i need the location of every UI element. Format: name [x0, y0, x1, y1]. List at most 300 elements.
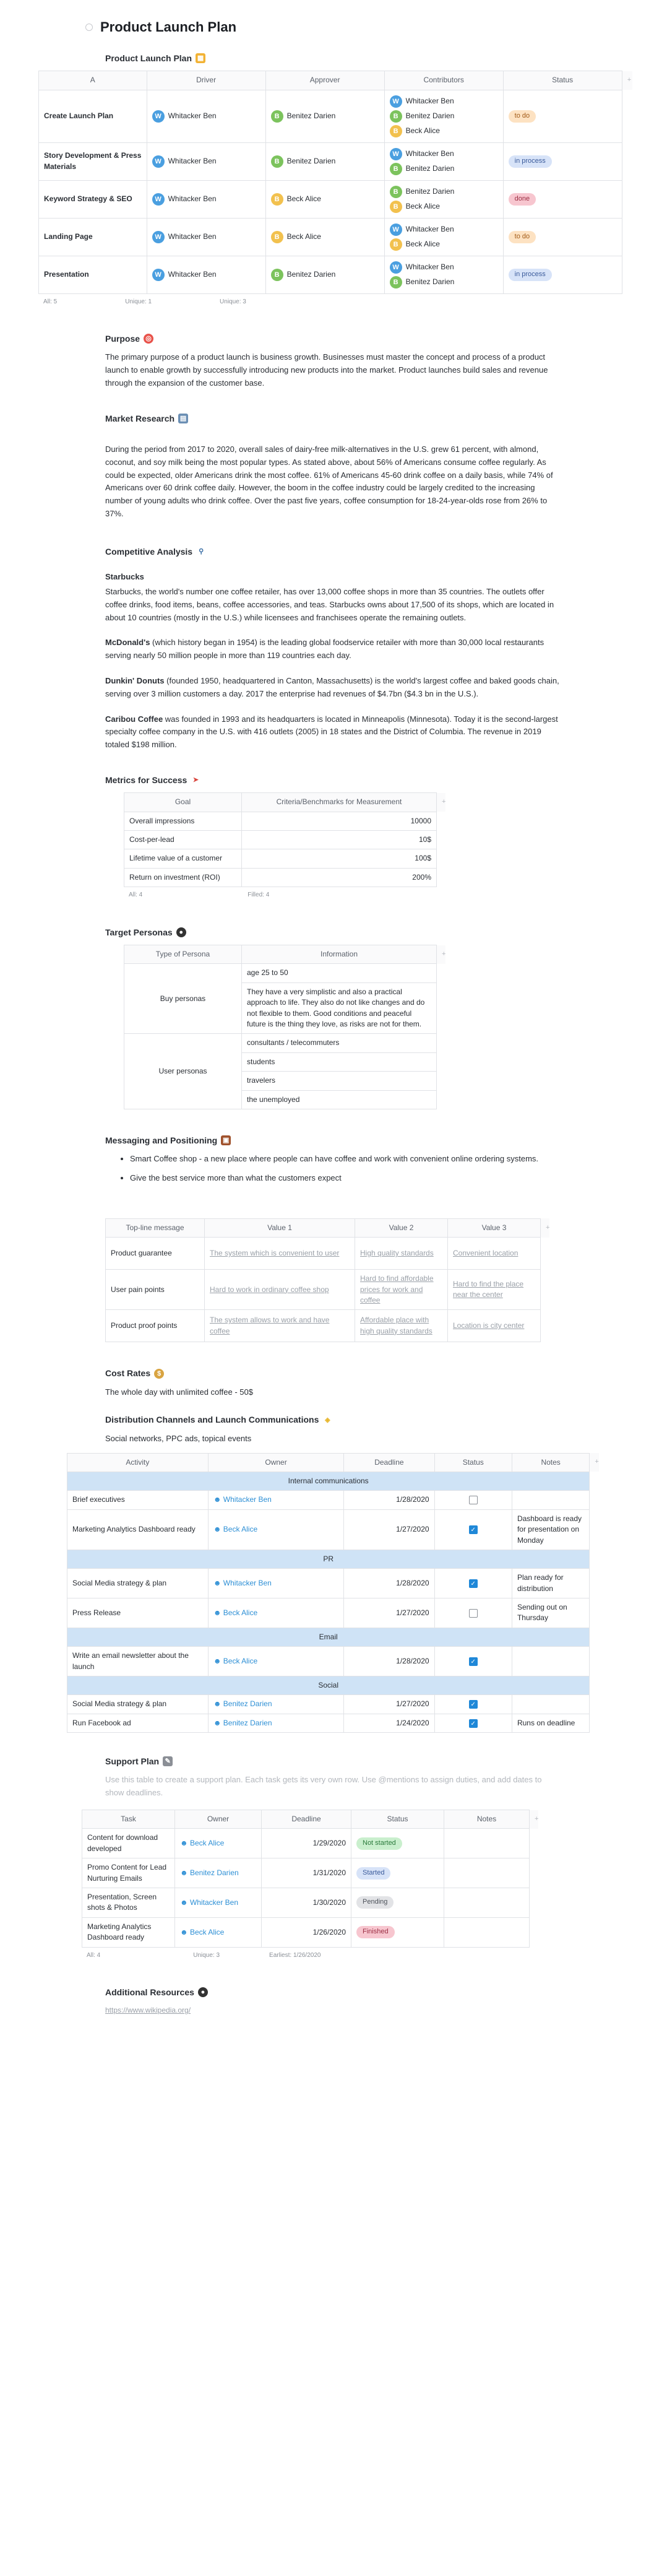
- competitive-title: [105, 545, 562, 558]
- footer-earliest[interactable]: Earliest: 1/26/2020: [269, 1951, 321, 1959]
- notes-cell[interactable]: Sending out on Thursday: [512, 1598, 589, 1628]
- col-header-task[interactable]: Task: [82, 1810, 175, 1829]
- persona-info-cell[interactable]: They have a very simplistic and also a practical approach to life. They also do not like changes and do not flexible to them. Good conditions and peaceful future is the thing they love, as risks are not for them.: [242, 982, 437, 1034]
- status-cell[interactable]: [503, 218, 622, 256]
- status-badge: done: [509, 193, 536, 206]
- approver-cell[interactable]: [265, 142, 384, 180]
- spacer-cell: [590, 1550, 599, 1568]
- message-value-cell[interactable]: [355, 1310, 448, 1342]
- col-header-deadline[interactable]: Deadline: [344, 1453, 434, 1472]
- status-cell[interactable]: [351, 1917, 444, 1947]
- table-row: [82, 1829, 538, 1858]
- avatar: B: [390, 163, 402, 175]
- task-cell[interactable]: Marketing Analytics Dashboard ready: [82, 1917, 175, 1947]
- col-header-a[interactable]: A: [39, 71, 147, 90]
- metric-goal-cell[interactable]: Overall impressions: [124, 812, 242, 830]
- notes-cell[interactable]: [512, 1695, 589, 1714]
- table-row: [106, 1310, 549, 1342]
- distribution-text: Social networks, PPC ads, topical events: [105, 1433, 252, 1443]
- approver-cell[interactable]: [265, 256, 384, 293]
- add-column-icon[interactable]: +: [437, 793, 445, 812]
- person-chip[interactable]: [390, 162, 498, 176]
- personas-section: [105, 926, 562, 1109]
- status-badge: Started: [356, 1867, 390, 1880]
- task-name-cell[interactable]: Landing Page: [39, 218, 147, 256]
- col-header-status[interactable]: Status: [351, 1810, 444, 1829]
- person-chip[interactable]: [390, 147, 498, 162]
- lightbulb-icon: ◈: [325, 1416, 330, 1424]
- metric-value-cell[interactable]: 100$: [242, 849, 437, 868]
- table-row: [106, 1238, 549, 1270]
- person-chip[interactable]: [152, 192, 260, 207]
- mcdonalds-paragraph: [105, 636, 562, 662]
- footer-count[interactable]: All: 4: [129, 891, 143, 899]
- persona-info-cell[interactable]: the unemployed: [242, 1090, 437, 1109]
- spacer-cell: [437, 1090, 445, 1109]
- notes-cell[interactable]: [444, 1829, 530, 1858]
- status-cell[interactable]: [434, 1491, 512, 1509]
- person-chip[interactable]: [271, 154, 379, 169]
- status-checkbox[interactable]: [469, 1609, 478, 1618]
- contributors-cell[interactable]: [384, 218, 503, 256]
- status-cell[interactable]: [503, 180, 622, 218]
- contributors-cell[interactable]: [384, 180, 503, 218]
- message-value-text: Hard to find affordable prices for work and coffee: [360, 1274, 434, 1304]
- contributors-cell[interactable]: [384, 256, 503, 293]
- money-bag-icon: $: [154, 1369, 164, 1379]
- metrics-title-text: Metrics for Success: [105, 774, 187, 785]
- activity-cell[interactable]: Social Media strategy & plan: [67, 1695, 209, 1714]
- spacer-cell: [590, 1628, 599, 1646]
- avatar: B: [271, 269, 283, 281]
- pushpin-icon: ➤: [192, 776, 199, 784]
- status-cell[interactable]: [434, 1714, 512, 1732]
- avatar: W: [390, 95, 402, 108]
- support-title: [105, 1755, 562, 1767]
- notes-cell[interactable]: [444, 1888, 530, 1918]
- status-checkbox[interactable]: [469, 1496, 478, 1504]
- person-chip[interactable]: [152, 154, 260, 169]
- target-icon: ◎: [144, 334, 153, 344]
- owner-cell[interactable]: [208, 1598, 343, 1628]
- person-chip[interactable]: [271, 230, 379, 245]
- table-row: [39, 218, 632, 256]
- metric-value-cell[interactable]: 10$: [242, 831, 437, 849]
- person-chip[interactable]: [390, 222, 498, 237]
- distribution-title: [105, 1413, 562, 1426]
- message-value-cell[interactable]: [205, 1270, 355, 1310]
- footer-unique-owner[interactable]: Unique: 3: [193, 1951, 220, 1959]
- message-label-cell[interactable]: Product proof points: [106, 1310, 205, 1342]
- owner-name: Beck Alice: [189, 1927, 225, 1936]
- status-cell[interactable]: [434, 1509, 512, 1550]
- person-name: Benitez Darien: [405, 186, 455, 196]
- footer-count[interactable]: All: 5: [43, 298, 58, 305]
- person-name: Whitacker Ben: [405, 224, 454, 233]
- person-icon: ☻: [213, 1495, 223, 1504]
- owner-name: Beck Alice: [223, 1656, 258, 1665]
- avatar: B: [390, 276, 402, 288]
- col-header-contributors[interactable]: Contributors: [384, 71, 503, 90]
- group-label: PR: [67, 1550, 590, 1568]
- resource-link[interactable]: https://www.wikipedia.org/: [105, 2006, 191, 2015]
- footer-unique-driver[interactable]: Unique: 1: [125, 298, 152, 305]
- distribution-section: [105, 1413, 562, 1445]
- status-badge: to do: [509, 110, 536, 123]
- task-cell[interactable]: Promo Content for Lead Nurturing Emails: [82, 1858, 175, 1888]
- resources-title-text: Additional Resources: [105, 1987, 194, 1998]
- deadline-cell[interactable]: 1/28/2020: [344, 1569, 434, 1598]
- table-row: [67, 1647, 599, 1676]
- spacer-cell: [590, 1647, 599, 1676]
- person-chip[interactable]: [390, 260, 498, 275]
- person-chip[interactable]: [271, 192, 379, 207]
- starbucks-title: Starbucks: [105, 572, 144, 582]
- table-row: [82, 1888, 538, 1918]
- deadline-cell[interactable]: 1/28/2020: [344, 1491, 434, 1509]
- notes-cell[interactable]: Plan ready for distribution: [512, 1569, 589, 1598]
- spacer-cell: [622, 142, 632, 180]
- avatar: W: [152, 155, 165, 168]
- status-cell[interactable]: [434, 1569, 512, 1598]
- distribution-title-text: Distribution Channels and Launch Communications: [105, 1415, 319, 1425]
- messaging-bullets: [130, 1153, 562, 1185]
- add-column-icon[interactable]: +: [437, 945, 445, 964]
- owner-cell[interactable]: [208, 1647, 343, 1676]
- person-icon: ☻: [180, 1897, 190, 1907]
- add-column-icon[interactable]: +: [622, 71, 632, 90]
- person-icon: ☻: [180, 1868, 190, 1877]
- status-checkbox[interactable]: ✓: [469, 1657, 478, 1666]
- group-label: Social: [67, 1676, 590, 1695]
- col-header-criteria[interactable]: Criteria/Benchmarks for Measurement: [242, 793, 437, 812]
- messaging-title: [105, 1134, 562, 1147]
- document-header: [0, 17, 667, 37]
- owner-cell[interactable]: [208, 1569, 343, 1598]
- persona-info-cell[interactable]: students: [242, 1052, 437, 1071]
- document-title: Product Launch Plan: [100, 19, 237, 35]
- status-cell[interactable]: [351, 1858, 444, 1888]
- owner-cell[interactable]: [208, 1509, 343, 1550]
- activity-cell[interactable]: Brief executives: [67, 1491, 209, 1509]
- messaging-section: [105, 1134, 562, 1342]
- footer-unique-approver[interactable]: Unique: 3: [220, 298, 246, 305]
- table-row: [124, 868, 445, 887]
- activity-cell[interactable]: Marketing Analytics Dashboard ready: [67, 1509, 209, 1550]
- person-chip[interactable]: [390, 109, 498, 124]
- task-name-cell[interactable]: Create Launch Plan: [39, 90, 147, 142]
- activity-cell[interactable]: Write an email newsletter about the launch: [67, 1647, 209, 1676]
- spacer-cell: [590, 1472, 599, 1490]
- owner-cell[interactable]: [175, 1888, 262, 1918]
- person-name: Whitacker Ben: [168, 111, 217, 120]
- message-value-cell[interactable]: [448, 1238, 541, 1270]
- persona-info-cell[interactable]: travelers: [242, 1072, 437, 1090]
- owner-name: Whitacker Ben: [189, 1897, 238, 1907]
- memo-icon: ✎: [163, 1756, 173, 1766]
- persona-type-buy[interactable]: Buy personas: [124, 964, 242, 1034]
- col-header-message[interactable]: Top-line message: [106, 1218, 205, 1237]
- market-title-text: Market Research: [105, 413, 175, 423]
- col-header-type[interactable]: Type of Persona: [124, 945, 242, 964]
- status-checkbox[interactable]: ✓: [469, 1700, 478, 1709]
- add-column-icon[interactable]: +: [541, 1218, 549, 1237]
- notes-cell[interactable]: Runs on deadline: [512, 1714, 589, 1732]
- market-title: [105, 412, 562, 425]
- activity-cell[interactable]: Social Media strategy & plan: [67, 1569, 209, 1598]
- spacer-cell: [530, 1917, 538, 1947]
- status-cell[interactable]: [434, 1598, 512, 1628]
- group-row[interactable]: [67, 1550, 599, 1568]
- driver-cell[interactable]: [147, 256, 265, 293]
- message-label-cell[interactable]: Product guarantee: [106, 1238, 205, 1270]
- plan-table: [38, 71, 632, 293]
- spacer-cell: [541, 1238, 549, 1270]
- spacer-cell: [437, 1052, 445, 1071]
- support-table: [82, 1810, 538, 1948]
- support-body: [82, 1829, 538, 1947]
- person-name: Benitez Darien: [405, 163, 455, 173]
- add-column-icon[interactable]: +: [530, 1810, 538, 1829]
- contributors-cell[interactable]: [384, 142, 503, 180]
- metrics-table-wrap: [124, 792, 445, 903]
- person-chip[interactable]: [390, 124, 498, 139]
- col-header-info[interactable]: Information: [242, 945, 437, 964]
- task-cell[interactable]: Content for download developed: [82, 1829, 175, 1858]
- avatar: B: [271, 193, 283, 206]
- col-header-status[interactable]: Status: [503, 71, 622, 90]
- page-icon[interactable]: [85, 24, 93, 31]
- approver-cell[interactable]: [265, 218, 384, 256]
- deadline-cell[interactable]: 1/27/2020: [344, 1509, 434, 1550]
- person-chip[interactable]: [152, 109, 260, 124]
- support-placeholder[interactable]: Use this table to create a support plan. Each task gets its very own row. Use @mentions to assign duties, and add dates to show deadlines.: [105, 1775, 542, 1798]
- message-value-text: Location is city center: [453, 1321, 525, 1330]
- status-badge: in process: [509, 269, 552, 281]
- owner-cell[interactable]: [175, 1917, 262, 1947]
- persona-type-user[interactable]: User personas: [124, 1034, 242, 1109]
- task-name-cell[interactable]: Story Development & Press Materials: [39, 142, 147, 180]
- status-cell[interactable]: [434, 1695, 512, 1714]
- approver-cell[interactable]: [265, 90, 384, 142]
- status-checkbox[interactable]: ✓: [469, 1719, 478, 1728]
- metric-goal-cell[interactable]: Lifetime value of a customer: [124, 849, 242, 868]
- person-icon: ☻: [180, 1839, 190, 1848]
- distribution-body: [67, 1472, 599, 1732]
- deadline-cell[interactable]: 1/28/2020: [344, 1647, 434, 1676]
- message-value-cell[interactable]: [355, 1270, 448, 1310]
- col-header-value-3[interactable]: Value 3: [448, 1218, 541, 1237]
- persona-info-cell[interactable]: age 25 to 50: [242, 964, 437, 982]
- person-chip[interactable]: [390, 237, 498, 252]
- person-icon: ☻: [180, 1927, 190, 1936]
- support-section: [87, 1755, 562, 1964]
- spacer-cell: [437, 1034, 445, 1052]
- notes-cell[interactable]: [444, 1858, 530, 1888]
- spacer-cell: [437, 831, 445, 849]
- col-header-notes[interactable]: Notes: [444, 1810, 530, 1829]
- persona-info-cell[interactable]: consultants / telecommuters: [242, 1034, 437, 1052]
- person-chip[interactable]: [390, 184, 498, 199]
- status-cell[interactable]: [434, 1647, 512, 1676]
- message-value-cell[interactable]: [205, 1238, 355, 1270]
- table-row: [67, 1569, 599, 1598]
- driver-cell[interactable]: [147, 218, 265, 256]
- message-value-cell[interactable]: [355, 1238, 448, 1270]
- person-chip[interactable]: [152, 267, 260, 282]
- metrics-header: [124, 793, 445, 812]
- owner-cell[interactable]: [175, 1858, 262, 1888]
- task-cell[interactable]: Presentation, Screen shots & Photos: [82, 1888, 175, 1918]
- person-chip[interactable]: [271, 267, 379, 282]
- activity-cell[interactable]: Press Release: [67, 1598, 209, 1628]
- col-header-goal[interactable]: Goal: [124, 793, 242, 812]
- status-cell[interactable]: [503, 142, 622, 180]
- message-value-cell[interactable]: [448, 1310, 541, 1342]
- messaging-header: [106, 1218, 549, 1237]
- spacer-cell: [437, 812, 445, 830]
- purpose-title: [105, 332, 562, 345]
- person-chip[interactable]: [390, 275, 498, 290]
- driver-cell[interactable]: [147, 180, 265, 218]
- distribution-table-wrap: [67, 1453, 599, 1733]
- status-badge: Pending: [356, 1896, 394, 1909]
- mcdonalds-text: (which history began in 1954) is the leading global foodservice retailer with more than 30,000 local restaurants serving nearly 50 million people in more than 119 countries each day.: [105, 638, 544, 661]
- notes-cell[interactable]: Dashboard is ready for presentation on Monday: [512, 1509, 589, 1550]
- footer-count[interactable]: All: 4: [87, 1951, 101, 1959]
- owner-name: Beck Alice: [223, 1608, 258, 1617]
- status-cell[interactable]: [351, 1829, 444, 1858]
- bar-chart-icon: ▤: [178, 414, 188, 423]
- spacer-cell: [541, 1270, 549, 1310]
- metrics-body: [124, 812, 445, 887]
- spacer-cell: [590, 1491, 599, 1509]
- message-value-cell[interactable]: [448, 1270, 541, 1310]
- metric-goal-cell[interactable]: Cost-per-lead: [124, 831, 242, 849]
- status-cell[interactable]: [351, 1888, 444, 1918]
- group-row[interactable]: [67, 1472, 599, 1490]
- metric-goal-cell[interactable]: Return on investment (ROI): [124, 868, 242, 887]
- message-label-cell[interactable]: User pain points: [106, 1270, 205, 1310]
- person-icon: ☻: [213, 1525, 223, 1534]
- plan-table-footer: [38, 294, 632, 311]
- group-row[interactable]: [67, 1628, 599, 1646]
- approver-cell[interactable]: [265, 180, 384, 218]
- metrics-title: [105, 774, 562, 786]
- person-chip[interactable]: [271, 109, 379, 124]
- deadline-cell[interactable]: 1/31/2020: [262, 1858, 351, 1888]
- col-header-status[interactable]: Status: [434, 1453, 512, 1472]
- avatar: B: [271, 231, 283, 243]
- table-row: [124, 1034, 445, 1052]
- deadline-cell[interactable]: 1/26/2020: [262, 1917, 351, 1947]
- col-header-driver[interactable]: Driver: [147, 71, 265, 90]
- contributors-cell[interactable]: [384, 90, 503, 142]
- task-name-cell[interactable]: Presentation: [39, 256, 147, 293]
- spacer-cell: [530, 1888, 538, 1918]
- message-value-text: Hard to work in ordinary coffee shop: [210, 1285, 329, 1294]
- col-header-approver[interactable]: Approver: [265, 71, 384, 90]
- col-header-activity[interactable]: Activity: [67, 1453, 209, 1472]
- purpose-title-text: Purpose: [105, 334, 140, 344]
- dunkin-paragraph: [105, 675, 562, 701]
- support-footer: [82, 1948, 538, 1964]
- message-value-text: Hard to find the place near the center: [453, 1279, 524, 1299]
- deadline-cell[interactable]: 1/27/2020: [344, 1695, 434, 1714]
- owner-cell[interactable]: [175, 1829, 262, 1858]
- deadline-cell[interactable]: 1/27/2020: [344, 1598, 434, 1628]
- person-chip[interactable]: [390, 199, 498, 214]
- deadline-cell[interactable]: 1/24/2020: [344, 1714, 434, 1732]
- notes-cell[interactable]: [512, 1647, 589, 1676]
- message-value-cell[interactable]: [205, 1310, 355, 1342]
- status-checkbox[interactable]: ✓: [469, 1525, 478, 1534]
- avatar: W: [390, 148, 402, 160]
- table-row: [82, 1858, 538, 1888]
- books-icon: ●: [198, 1987, 208, 1997]
- avatar: B: [390, 186, 402, 198]
- resources-title: [105, 1986, 562, 1998]
- owner-cell[interactable]: [208, 1491, 343, 1509]
- status-cell[interactable]: [503, 256, 622, 293]
- col-header-owner[interactable]: Owner: [175, 1810, 262, 1829]
- status-checkbox[interactable]: ✓: [469, 1579, 478, 1588]
- person-name: Beck Alice: [286, 194, 321, 203]
- driver-cell[interactable]: [147, 142, 265, 180]
- col-header-value-2[interactable]: Value 2: [355, 1218, 448, 1237]
- col-header-owner[interactable]: Owner: [208, 1453, 343, 1472]
- deadline-cell[interactable]: 1/29/2020: [262, 1829, 351, 1858]
- dunkin-name: Dunkin' Donuts: [105, 675, 165, 685]
- person-chip[interactable]: [390, 94, 498, 109]
- owner-cell[interactable]: [208, 1695, 343, 1714]
- messaging-table-wrap: [105, 1218, 549, 1343]
- status-badge: to do: [509, 231, 536, 243]
- starbucks-text: Starbucks, the world's number one coffee retailer, has over 13,000 coffee shops in more than 35 countries. The outlets offer coffee drinks, food items, beans, coffee accessories, and teas. Starbucks owns about 17,500 of its shops, which are located in about 10 countries (mostly in the U.S.) while licensees and franchisees operate the remaining outlets.: [105, 586, 554, 622]
- mcdonalds-name: McDonald's: [105, 638, 150, 648]
- group-label: Email: [67, 1628, 590, 1646]
- purpose-section: [105, 332, 562, 390]
- owner-cell[interactable]: [208, 1714, 343, 1732]
- metric-value-cell[interactable]: 200%: [242, 868, 437, 887]
- avatar: B: [271, 155, 283, 168]
- metric-value-cell[interactable]: 10000: [242, 812, 437, 830]
- person-name: Beck Alice: [405, 126, 440, 135]
- group-row[interactable]: [67, 1676, 599, 1695]
- notes-cell[interactable]: [512, 1491, 589, 1509]
- spacer-cell: [590, 1695, 599, 1714]
- notes-cell[interactable]: [444, 1917, 530, 1947]
- deadline-cell[interactable]: 1/30/2020: [262, 1888, 351, 1918]
- driver-cell[interactable]: [147, 90, 265, 142]
- activity-cell[interactable]: Run Facebook ad: [67, 1714, 209, 1732]
- person-name: Benitez Darien: [286, 269, 336, 279]
- status-cell[interactable]: [503, 90, 622, 142]
- col-header-deadline[interactable]: Deadline: [262, 1810, 351, 1829]
- messaging-body: [106, 1238, 549, 1342]
- person-icon: ☻: [213, 1699, 223, 1709]
- cost-title: [105, 1367, 562, 1379]
- person-chip[interactable]: [152, 230, 260, 245]
- col-header-notes[interactable]: Notes: [512, 1453, 589, 1472]
- footer-filled[interactable]: Filled: 4: [247, 891, 270, 899]
- add-column-icon[interactable]: +: [590, 1453, 599, 1472]
- personas-table-wrap: [124, 945, 445, 1109]
- col-header-value-1[interactable]: Value 1: [205, 1218, 355, 1237]
- message-value-text: The system which is convenient to user: [210, 1248, 340, 1257]
- table-row: [124, 831, 445, 849]
- task-name-cell[interactable]: Keyword Strategy & SEO: [39, 180, 147, 218]
